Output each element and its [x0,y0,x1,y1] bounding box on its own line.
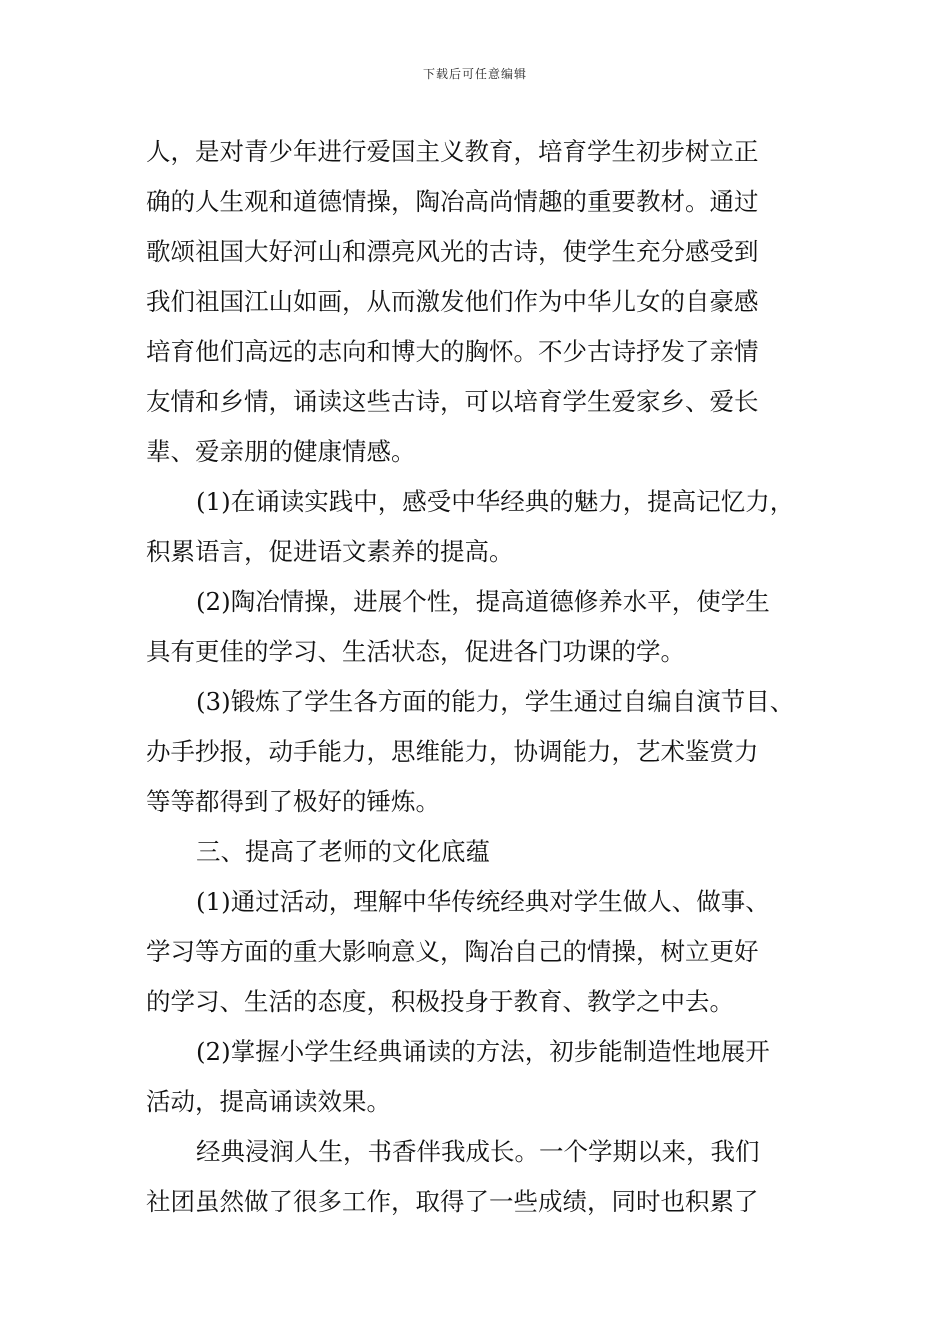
paragraph-line: (3)锻炼了学生各方面的能力，学生通过自编自演节目、 [196,687,795,716]
text-line: 辈、爱亲朋的健康情感。 [146,437,416,466]
text-line: 学习等方面的重大影响意义，陶冶自己的情操，树立更好 [146,937,759,966]
paragraph-line: (1)通过活动，理解中华传统经典对学生做人、做事、 [196,887,770,916]
text-line: 的学习、生活的态度，积极投身于教育、教学之中去。 [146,987,734,1016]
text-line: 确的人生观和道德情操，陶冶高尚情趣的重要教材。通过 [146,187,759,216]
text-line: 歌颂祖国大好河山和漂亮风光的古诗，使学生充分感受到 [146,237,759,266]
text-line: 人，是对青少年进行爱国主义教育，培育学生初步树立正 [146,137,759,166]
document-body [146,127,836,1227]
paragraph-line: (2)掌握小学生经典诵读的方法，初步能制造性地展开 [196,1037,770,1066]
section-heading: 三、提高了老师的文化底蕴 [196,837,490,866]
text-line: 友情和乡情，诵读这些古诗，可以培育学生爱家乡、爱长 [146,387,759,416]
text-line: 等等都得到了极好的锤炼。 [146,787,440,816]
text-line: 培育他们高远的志向和博大的胸怀。不少古诗抒发了亲情 [146,337,759,366]
paragraph-line: (1)在诵读实践中，感受中华经典的魅力，提高记忆力， [196,487,795,516]
text-line: 具有更佳的学习、生活状态，促进各门功课的学。 [146,637,685,666]
text-line: 办手抄报，动手能力，思维能力，协调能力，艺术鉴赏力 [146,737,759,766]
text-line: 我们祖国江山如画，从而激发他们作为中华儿女的自豪感 [146,287,759,316]
page-header: 下载后可任意编辑 [422,67,527,81]
text-line: 活动，提高诵读效果。 [146,1087,391,1116]
text-line: 积累语言，促进语文素养的提高。 [146,537,514,566]
paragraph-line: (2)陶冶情操，进展个性，提高道德修养水平，使学生 [196,587,770,616]
paragraph-line: 经典浸润人生，书香伴我成长。一个学期以来，我们 [196,1137,760,1166]
text-line: 社团虽然做了很多工作，取得了一些成绩，同时也积累了 [146,1187,759,1216]
